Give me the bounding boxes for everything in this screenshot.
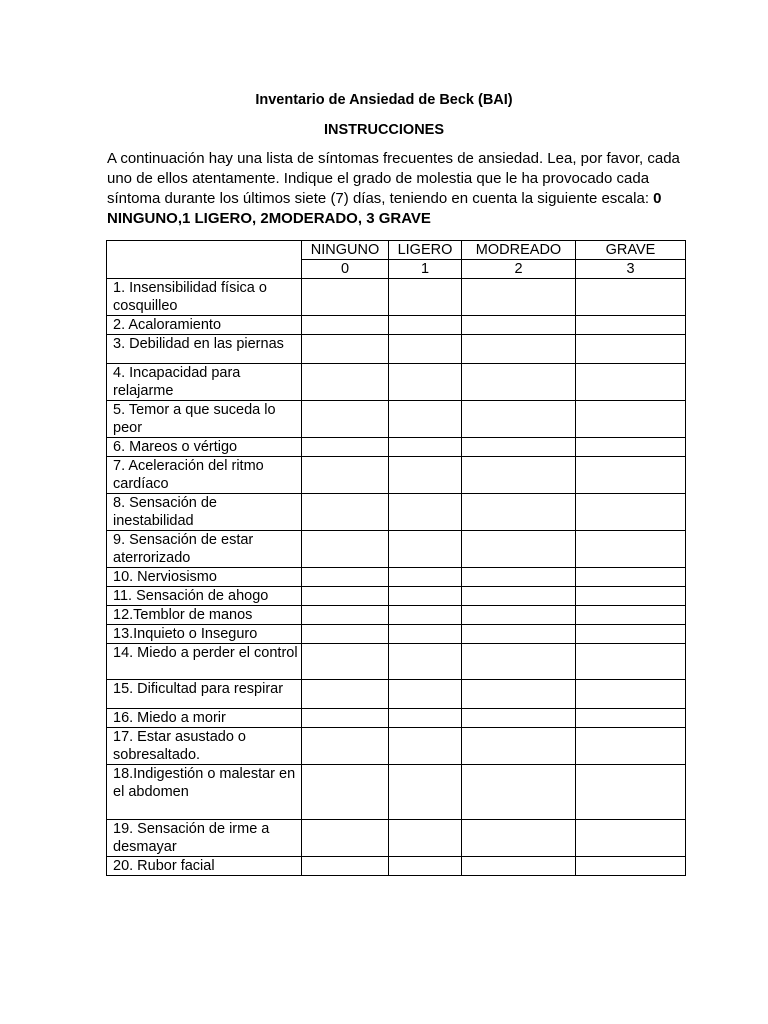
score-cell[interactable]	[302, 625, 389, 644]
score-cell[interactable]	[389, 765, 462, 820]
score-cell[interactable]	[576, 494, 686, 531]
symptom-label: 3. Debilidad en las piernas	[107, 335, 302, 364]
symptom-label: 4. Incapacidad para relajarme	[107, 364, 302, 401]
page-title: Inventario de Ansiedad de Beck (BAI)	[255, 92, 513, 108]
score-cell[interactable]	[389, 820, 462, 857]
score-cell[interactable]	[389, 709, 462, 728]
score-cell[interactable]	[576, 316, 686, 335]
score-cell[interactable]	[462, 568, 576, 587]
score-cell[interactable]	[302, 279, 389, 316]
score-cell[interactable]	[462, 364, 576, 401]
score-cell[interactable]	[576, 279, 686, 316]
score-cell[interactable]	[302, 335, 389, 364]
score-cell[interactable]	[462, 644, 576, 680]
table-row	[107, 494, 686, 531]
col-header-ligero: LIGERO	[389, 241, 462, 260]
symptom-label: 9. Sensación de estar aterrorizado	[107, 531, 302, 568]
score-cell[interactable]	[576, 709, 686, 728]
table-row	[107, 438, 686, 457]
table-row	[107, 316, 686, 335]
score-cell[interactable]	[462, 680, 576, 709]
score-cell[interactable]	[576, 644, 686, 680]
score-cell[interactable]	[302, 316, 389, 335]
symptom-label: 18.Indigestión o malestar en el abdomen	[107, 765, 302, 820]
score-cell[interactable]	[576, 438, 686, 457]
score-cell[interactable]	[576, 728, 686, 765]
symptom-label: 15. Dificultad para respirar	[107, 680, 302, 709]
symptom-label: 8. Sensación de inestabilidad	[107, 494, 302, 531]
symptom-label: 5. Temor a que suceda lo peor	[107, 401, 302, 438]
score-cell[interactable]	[462, 279, 576, 316]
score-cell[interactable]	[302, 857, 389, 876]
table-row	[107, 531, 686, 568]
score-cell[interactable]	[302, 587, 389, 606]
score-cell[interactable]	[462, 728, 576, 765]
col-header-ninguno: NINGUNO	[302, 241, 389, 260]
score-cell[interactable]	[389, 364, 462, 401]
col-header-moderado: MODREADO	[462, 241, 576, 260]
scale-legend: 0 NINGUNO,1 LIGERO, 2MODERADO, 3 GRAVE	[107, 190, 662, 227]
score-cell[interactable]	[302, 438, 389, 457]
table-row	[107, 364, 686, 401]
score-cell[interactable]	[462, 457, 576, 494]
score-cell[interactable]	[389, 680, 462, 709]
symptom-label: 7. Aceleración del ritmo cardíaco	[107, 457, 302, 494]
symptom-label: 11. Sensación de ahogo	[107, 587, 302, 606]
score-cell[interactable]	[462, 316, 576, 335]
table-row	[107, 606, 686, 625]
score-cell[interactable]	[389, 335, 462, 364]
symptom-label: 6. Mareos o vértigo	[107, 438, 302, 457]
score-cell[interactable]	[302, 494, 389, 531]
table-row	[107, 820, 686, 857]
score-cell[interactable]	[302, 644, 389, 680]
symptom-label: 2. Acaloramiento	[107, 316, 302, 335]
score-cell[interactable]	[389, 279, 462, 316]
score-cell[interactable]	[302, 364, 389, 401]
symptom-label: 12.Temblor de manos	[107, 606, 302, 625]
score-cell[interactable]	[302, 680, 389, 709]
instructions-body: A continuación hay una lista de síntomas frecuentes de ansiedad. Lea, por favor, cada uno de ellos atentamente. Indique el grado de molestia que le ha provocado cada síntoma durante los últimos siete (7) días, teniendo en cuenta la siguiente escala:	[107, 150, 680, 207]
table-row	[107, 728, 686, 765]
score-cell[interactable]	[389, 587, 462, 606]
table-row	[107, 625, 686, 644]
score-cell[interactable]	[576, 401, 686, 438]
score-cell[interactable]	[462, 765, 576, 820]
table-row	[107, 279, 686, 316]
score-cell[interactable]	[389, 728, 462, 765]
score-cell[interactable]	[302, 765, 389, 820]
table-row	[107, 680, 686, 709]
score-cell[interactable]	[576, 568, 686, 587]
table-row	[107, 401, 686, 438]
score-cell[interactable]	[576, 364, 686, 401]
score-cell[interactable]	[389, 606, 462, 625]
score-cell[interactable]	[576, 765, 686, 820]
symptom-header-cell	[107, 241, 302, 279]
score-cell[interactable]	[302, 568, 389, 587]
score-cell[interactable]	[462, 820, 576, 857]
score-cell[interactable]	[302, 457, 389, 494]
score-cell[interactable]	[389, 644, 462, 680]
symptom-label: 10. Nerviosismo	[107, 568, 302, 587]
score-cell[interactable]	[462, 494, 576, 531]
score-cell[interactable]	[302, 709, 389, 728]
score-cell[interactable]	[576, 820, 686, 857]
score-cell[interactable]	[576, 857, 686, 876]
score-cell[interactable]	[576, 335, 686, 364]
instructions-heading: INSTRUCCIONES	[323, 122, 445, 138]
score-cell[interactable]	[576, 606, 686, 625]
score-cell[interactable]	[462, 625, 576, 644]
score-cell[interactable]	[389, 625, 462, 644]
score-cell[interactable]	[389, 494, 462, 531]
score-cell[interactable]	[576, 531, 686, 568]
symptom-label: 16. Miedo a morir	[107, 709, 302, 728]
score-cell[interactable]	[576, 625, 686, 644]
score-cell[interactable]	[389, 316, 462, 335]
symptom-table	[106, 240, 686, 876]
table-row	[107, 568, 686, 587]
symptom-label: 17. Estar asustado o sobresaltado.	[107, 728, 302, 765]
symptom-label: 13.Inquieto o Inseguro	[107, 625, 302, 644]
score-cell[interactable]	[302, 606, 389, 625]
score-cell[interactable]	[389, 568, 462, 587]
score-cell[interactable]	[389, 531, 462, 568]
table-row	[107, 587, 686, 606]
table-row	[107, 709, 686, 728]
table-row	[107, 457, 686, 494]
score-cell[interactable]	[302, 820, 389, 857]
table-row	[107, 644, 686, 680]
score-cell[interactable]	[389, 401, 462, 438]
table-row	[107, 335, 686, 364]
score-cell[interactable]	[462, 335, 576, 364]
symptom-label: 20. Rubor facial	[107, 857, 302, 876]
table-row	[107, 857, 686, 876]
score-cell[interactable]	[462, 709, 576, 728]
instructions-text	[107, 149, 687, 229]
score-cell[interactable]	[576, 587, 686, 606]
score-cell[interactable]	[302, 401, 389, 438]
score-cell[interactable]	[389, 857, 462, 876]
table-row	[107, 765, 686, 820]
col-value-0: 0	[302, 260, 389, 279]
symptom-label: 19. Sensación de irme a desmayar	[107, 820, 302, 857]
score-cell[interactable]	[462, 587, 576, 606]
score-cell[interactable]	[302, 728, 389, 765]
score-cell[interactable]	[462, 606, 576, 625]
col-value-3: 3	[576, 260, 686, 279]
score-cell[interactable]	[576, 680, 686, 709]
col-value-2: 2	[462, 260, 576, 279]
col-value-1: 1	[389, 260, 462, 279]
score-cell[interactable]	[462, 531, 576, 568]
score-cell[interactable]	[302, 531, 389, 568]
score-cell[interactable]	[576, 457, 686, 494]
symptom-label: 1. Insensibilidad física o cosquilleo	[107, 279, 302, 316]
score-cell[interactable]	[462, 857, 576, 876]
header-label-row	[107, 241, 686, 260]
score-cell[interactable]	[389, 438, 462, 457]
score-cell[interactable]	[389, 457, 462, 494]
score-cell[interactable]	[462, 438, 576, 457]
col-header-grave: GRAVE	[576, 241, 686, 260]
symptom-label: 14. Miedo a perder el control	[107, 644, 302, 680]
score-cell[interactable]	[462, 401, 576, 438]
